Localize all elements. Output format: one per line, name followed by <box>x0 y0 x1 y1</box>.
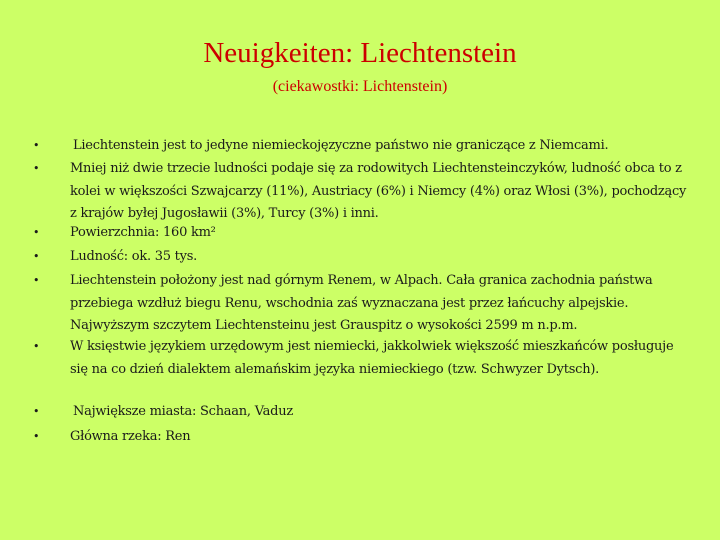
bullet-marker: • <box>33 226 40 239</box>
bullet-item <box>33 270 690 338</box>
bullet-marker: • <box>33 340 40 353</box>
bullet-marker: • <box>33 162 40 175</box>
bullet-item <box>33 246 690 269</box>
bullet-marker: • <box>33 274 40 287</box>
bullet-item <box>33 135 690 158</box>
bullet-text: Liechtenstein położony jest nad górnym Renem, w Alpach. Cała granica zachodnia państwa przebiega wzdłuż biegu Renu, wschodnia zaś wyznaczana jest przez łańcuchy alpejskie. Najwyższym szczytem Liechtensteinu jest Grauspitz o wysokości 2599 m n.p.m. <box>70 273 653 333</box>
bullet-marker: • <box>33 405 40 418</box>
bullet-text: Mniej niż dwie trzecie ludności podaje się za rodowitych Liechtensteinczyków, ludność obca to z kolei w większości Szwajcarzy (11%), Austriacy (6%) i Niemcy (4%) oraz Włosi (3%), pochodzący z krajów byłej Jugosławii (3%), Turcy (3%) i inni. <box>70 161 687 221</box>
bullet-marker: • <box>33 139 40 152</box>
bullet-text: Największe miasta: Schaan, Vaduz <box>73 404 293 419</box>
bullet-item <box>33 426 690 449</box>
bullet-text: Liechtenstein jest to jedyne niemieckojęzyczne państwo nie graniczące z Niemcami. <box>73 138 609 153</box>
bullet-marker: • <box>33 250 40 263</box>
slide-title: Neuigkeiten: Liechtenstein <box>203 37 517 69</box>
slide-subtitle: (ciekawostki: Lichtenstein) <box>272 78 448 95</box>
bullet-item <box>33 158 690 226</box>
bullet-item <box>33 222 690 245</box>
bullet-text: Główna rzeka: Ren <box>70 429 191 444</box>
bullet-item <box>33 401 690 424</box>
bullet-text: Powierzchnia: 160 km² <box>70 225 216 240</box>
bullet-item <box>33 336 690 381</box>
bullet-text: Ludność: ok. 35 tys. <box>70 249 198 264</box>
bullet-text: W księstwie językiem urzędowym jest niemiecki, jakkolwiek większość mieszkańców posługuje się na co dzień dialektem alemańskim języka niemieckiego (tzw. Schwyzer Dytsch). <box>70 339 674 377</box>
bullet-marker: • <box>33 430 40 443</box>
